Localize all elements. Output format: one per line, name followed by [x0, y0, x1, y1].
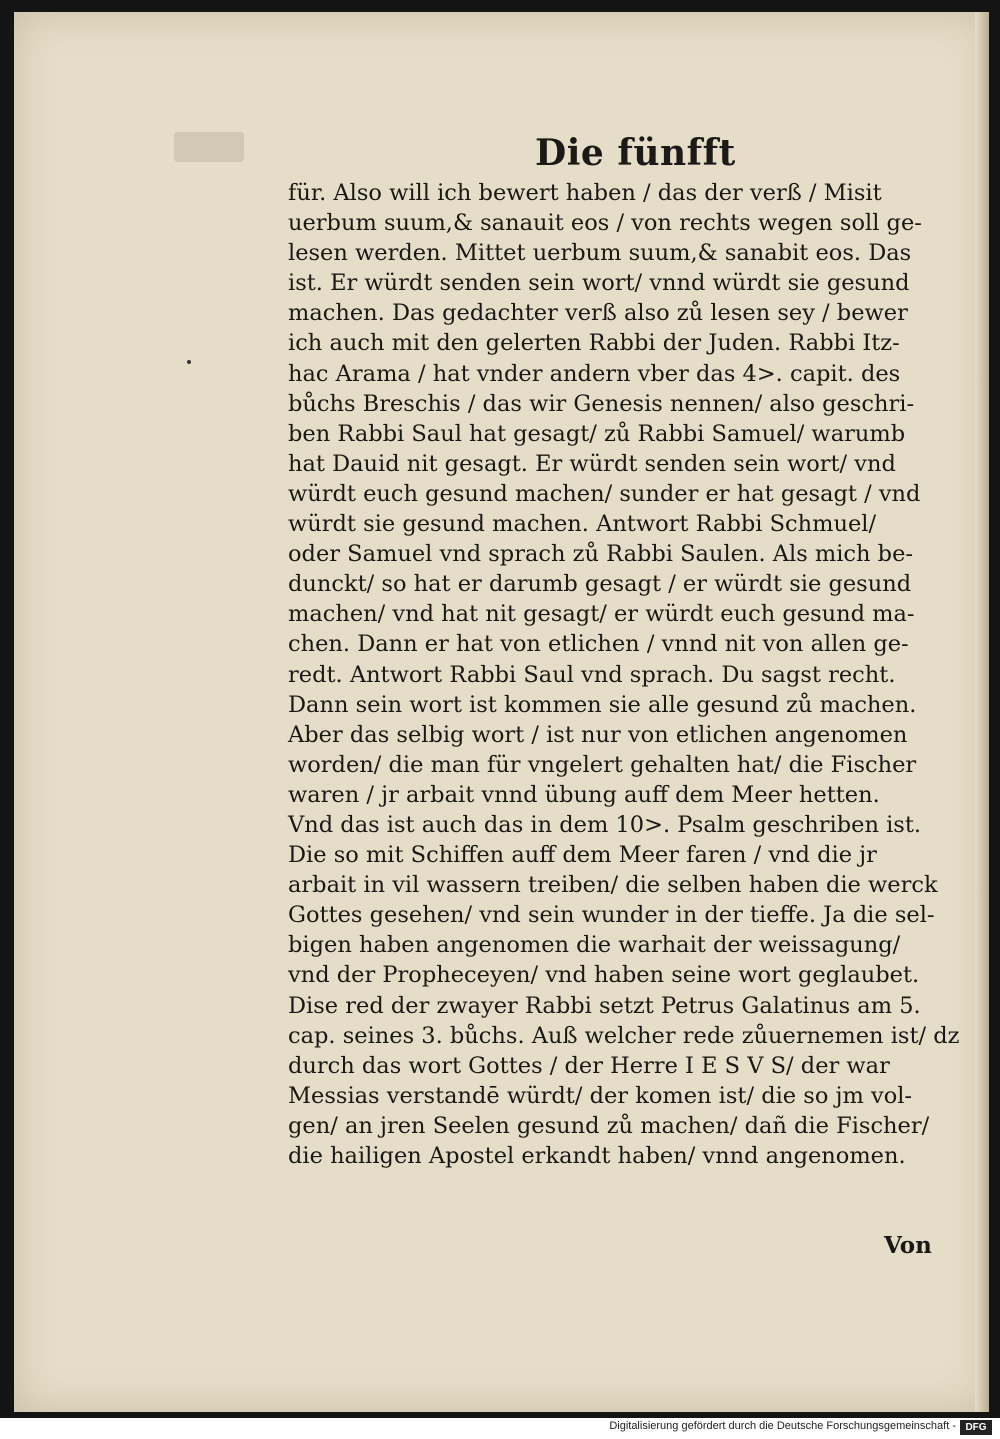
text-line: würdt sie gesund machen. Antwort Rabbi Schmuel/ [288, 511, 877, 538]
bleed-through-mark [174, 132, 244, 162]
text-line: bůchs Breschis / das wir Genesis nennen/ also geschri- [288, 390, 915, 417]
text-line: cap. seines 3. bůchs. Auß welcher rede zůuernemen ist/ dz [288, 1022, 960, 1049]
text-line: arbait in vil wassern treiben/ die selben haben die werck [288, 872, 938, 899]
page-heading: Die fünfft [535, 132, 736, 174]
text-line: oder Samuel vnd sprach zů Rabbi Saulen. Als mich be- [288, 541, 914, 568]
text-line: Die so mit Schiffen auff dem Meer faren / vnd die jr [288, 842, 877, 869]
text-line: würdt euch gesund machen/ sunder er hat gesagt / vnd [288, 480, 921, 507]
footer-bar [0, 1418, 1000, 1439]
page-speck [187, 360, 191, 364]
funding-credit: Digitalisierung gefördert durch die Deutsche Forschungsgemeinschaft - [609, 1420, 956, 1432]
text-line: Vnd das ist auch das in dem 10>. Psalm geschriben ist. [288, 811, 922, 838]
text-line: Gottes gesehen/ vnd sein wunder in der tieffe. Ja die sel- [288, 902, 935, 929]
text-line: worden/ die man für vngelert gehalten hat/ die Fischer [288, 751, 917, 778]
text-line: gen/ an jren Seelen gesund zů machen/ dañ die Fischer/ [288, 1112, 930, 1139]
catchword: Von [884, 1232, 932, 1259]
text-line: machen. Das gedachter verß also zů lesen sey / bewer [288, 300, 908, 327]
text-line: ist. Er würdt senden sein wort/ vnnd würdt sie gesund [288, 270, 910, 297]
text-line: machen/ vnd hat nit gesagt/ er würdt euch gesund ma- [288, 601, 915, 628]
text-line: waren / jr arbait vnnd übung auff dem Meer hetten. [288, 781, 880, 808]
text-line: ich auch mit den gelerten Rabbi der Juden. Rabbi Itz- [288, 330, 900, 357]
text-line: Dann sein wort ist kommen sie alle gesund zů machen. [288, 691, 917, 718]
text-line: die hailigen Apostel erkandt haben/ vnnd angenomen. [288, 1143, 906, 1169]
dfg-logo: DFG [960, 1420, 992, 1435]
text-line: lesen werden. Mittet uerbum suum,& sanabit eos. Das [288, 240, 912, 267]
text-line: für. Also will ich bewert haben / das der verß / Misit [288, 180, 882, 206]
text-line: dunckt/ so hat er darumb gesagt / er würdt sie gesund [288, 571, 912, 598]
text-line: redt. Antwort Rabbi Saul vnd sprach. Du sagst recht. [288, 661, 896, 688]
text-line: hac Arama / hat vnder andern vber das 4>. capit. des [288, 360, 901, 387]
text-line: chen. Dann er hat von etlichen / vnnd nit von allen ge- [288, 631, 909, 658]
text-line: vnd der Propheceyen/ vnd haben seine wort geglaubet. [288, 962, 920, 989]
body-text [288, 178, 968, 1171]
page-edge [975, 12, 989, 1412]
text-line: uerbum suum,& sanauit eos / von rechts wegen soll ge- [288, 210, 922, 237]
text-line: hat Dauid nit gesagt. Er würdt senden sein wort/ vnd [288, 450, 896, 477]
text-line: ben Rabbi Saul hat gesagt/ zů Rabbi Samuel/ warumb [288, 420, 906, 447]
text-line: Aber das selbig wort / ist nur von etlichen angenomen [288, 721, 908, 748]
text-line: bigen haben angenomen die warhait der weissagung/ [288, 932, 901, 959]
text-line: Dise red der zwayer Rabbi setzt Petrus Galatinus am 5. [288, 992, 921, 1019]
text-line: durch das wort Gottes / der Herre I E S V S/ der war [288, 1052, 890, 1079]
text-line: Messias verstandē würdt/ der komen ist/ die so jm vol- [288, 1082, 913, 1109]
